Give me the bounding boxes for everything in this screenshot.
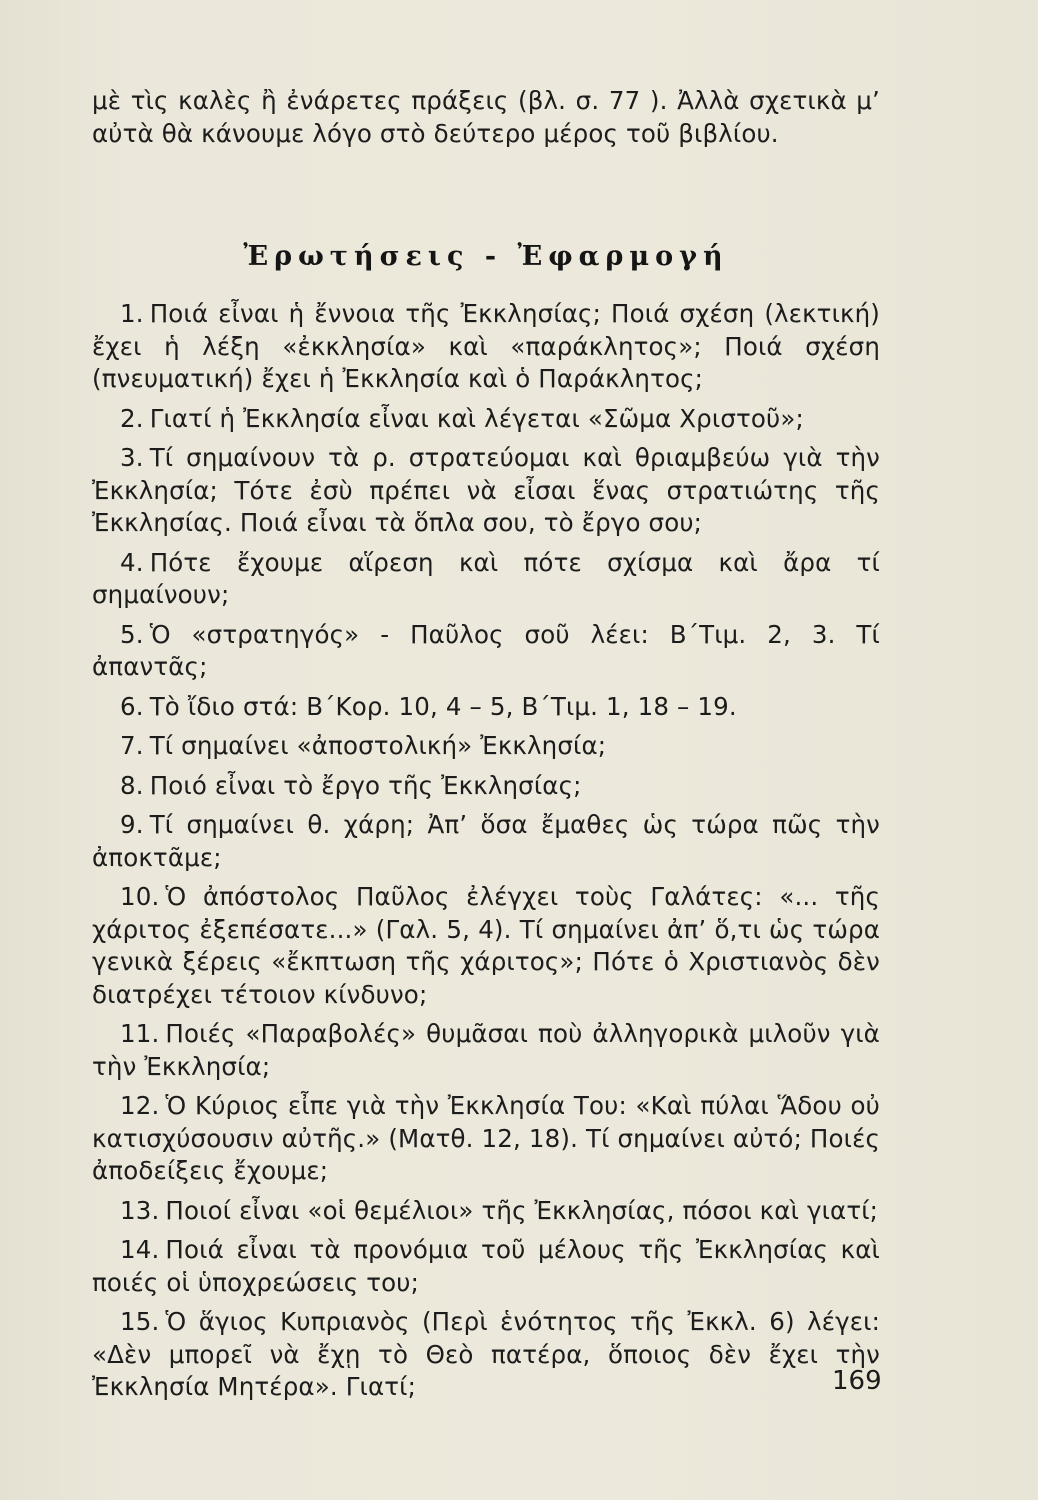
- list-item: [92, 881, 880, 1011]
- question-text: Ποιοί εἶναι «οἱ θεμέλιοι» τῆς Ἐκκλησίας, πόσοι καὶ γιατί;: [165, 1195, 879, 1225]
- list-item: [92, 1195, 880, 1228]
- list-item: [92, 619, 880, 684]
- question-text: Τί σημαίνει θ. χάρη; Ἀπ’ ὅσα ἔμαθες ὡς τώρα πῶς τὴν ἀποκτᾶμε;: [92, 810, 880, 872]
- list-item: [92, 298, 880, 396]
- question-number: 13.: [120, 1195, 160, 1225]
- question-text: Ποιά εἶναι τὰ προνόμια τοῦ μέλους τῆς Ἐκκλησίας καὶ ποιές οἱ ὑποχρεώσεις του;: [92, 1235, 880, 1297]
- list-item: [92, 1018, 880, 1083]
- question-text: Τί σημαίνει «ἀποστολική» Ἐκκλησία;: [149, 731, 607, 760]
- question-number: 4.: [120, 547, 144, 577]
- intro-paragraph: μὲ τὶς καλὲς ἢ ἐνάρετες πράξεις (βλ. σ. 77 ). Ἀλλὰ σχετικὰ μ’ αὐτὰ θὰ κάνουμε λόγο στὸ δεύτερο μέρος τοῦ βιβλίου.: [92, 86, 880, 148]
- question-number: 5.: [120, 619, 144, 649]
- list-item: [92, 1090, 880, 1188]
- question-text: Πότε ἔχουμε αἵρεση καὶ πότε σχίσμα καὶ ἄρα τί σημαίνουν;: [92, 547, 880, 609]
- question-text: Ὁ ἅγιος Κυπριανὸς (Περὶ ἑνότητος τῆς Ἐκκλ. 6) λέγει: «Δὲν μπορεῖ νὰ ἔχῃ τὸ Θεὸ πατέρα, ὅποιος δὲν ἔχει τὴν Ἐκκλησία Μητέρα». Γιατί;: [92, 1307, 880, 1401]
- question-text: Ὁ «στρατηγός» - Παῦλος σοῦ λέει: Β΄Τιμ. 2, 3. Τί ἀπαντᾶς;: [92, 619, 880, 681]
- list-item: [92, 1306, 880, 1404]
- list-item: [92, 730, 880, 763]
- section-heading: Ἐρωτήσεις - Ἐφαρμογή: [243, 241, 729, 272]
- question-text: Τί σημαίνουν τὰ ρ. στρατεύομαι καὶ θριαμβεύω γιὰ τὴν Ἐκκλησία; Τότε ἐσὺ πρέπει νὰ εἶσαι ἕνας στρατιώτης τῆς Ἐκκλησίας. Ποιά εἶναι τὰ ὅπλα σου, τὸ ἔργο σου;: [92, 443, 880, 537]
- question-number: 14.: [120, 1235, 160, 1264]
- question-number: 12.: [120, 1091, 160, 1120]
- list-item: [92, 547, 880, 612]
- question-number: 6.: [120, 691, 144, 721]
- list-item: [92, 1234, 880, 1299]
- question-text: Γιατί ἡ Ἐκκλησία εἶναι καὶ λέγεται «Σῶμα Χριστοῦ»;: [149, 403, 804, 433]
- question-number: 11.: [120, 1019, 160, 1048]
- question-text: Ποιές «Παραβολές» θυμᾶσαι ποὺ ἀλληγορικὰ μιλοῦν γιὰ τὴν Ἐκκλησία;: [92, 1019, 880, 1081]
- questions-list: [92, 298, 880, 1404]
- question-number: 8.: [120, 770, 144, 800]
- question-text: Ὁ Κύριος εἶπε γιὰ τὴν Ἐκκλησία Του: «Καὶ πύλαι Ἅδου οὐ κατισχύσουσιν αὐτῆς.» (Ματθ. 12, 18). Τί σημαίνει αὐτό; Ποιές ἀποδείξεις ἔχουμε;: [92, 1091, 880, 1185]
- list-item: [92, 770, 880, 803]
- question-text: Ποιό εἶναι τὸ ἔργο τῆς Ἐκκλησίας;: [149, 770, 582, 800]
- question-text: Ὁ ἀπόστολος Παῦλος ἐλέγχει τοὺς Γαλάτες: «... τῆς χάριτος ἐξεπέσατε...» (Γαλ. 5, 4). Τί σημαίνει ἀπ’ ὅ,τι ὡς τώρα γενικὰ ξέρεις «ἔκπτωση τῆς χάριτος»; Πότε ὁ Χριστιανὸς δὲν διατρέχει τέτοιον κίνδυνο;: [92, 882, 880, 1009]
- page-number: 169: [832, 1366, 882, 1396]
- question-text: Τὸ ἴδιο στά: Β΄Κορ. 10, 4 – 5, Β΄Τιμ. 1, 18 – 19.: [149, 691, 737, 721]
- text-block: [92, 84, 880, 1411]
- question-number: 7.: [120, 731, 144, 760]
- question-number: 1.: [120, 299, 144, 328]
- question-number: 10.: [120, 882, 160, 911]
- question-number: 2.: [120, 403, 144, 433]
- list-item: [92, 442, 880, 540]
- list-item: [92, 403, 880, 436]
- question-text: Ποιά εἶναι ἡ ἔννοια τῆς Ἐκκλησίας; Ποιά σχέση (λεκτική) ἔχει ἡ λέξη «ἐκκλησία» καὶ «παράκλητος»; Ποιά σχέση (πνευματική) ἔχει ἡ Ἐκκλησία καὶ ὁ Παράκλητος;: [92, 299, 880, 393]
- question-number: 15.: [120, 1307, 160, 1336]
- question-number: 3.: [120, 443, 144, 472]
- question-number: 9.: [120, 810, 144, 839]
- list-item: [92, 809, 880, 874]
- list-item: [92, 691, 880, 724]
